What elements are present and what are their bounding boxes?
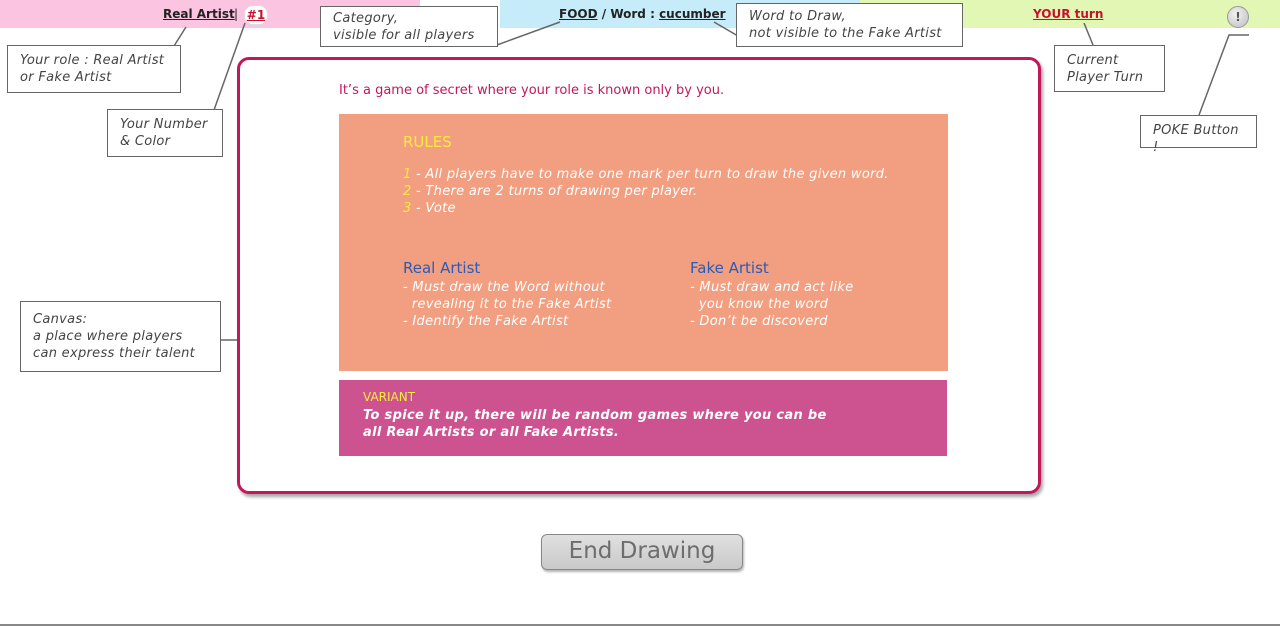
rules-panel — [339, 114, 948, 371]
rule-text: - Vote — [411, 201, 456, 216]
callout-category: Category, visible for all players — [320, 6, 498, 47]
real-artist-description: - Must draw the Word without revealing it to the Fake Artist - Identify the Fake Artist — [403, 280, 612, 329]
variant-panel — [339, 380, 947, 456]
rule-text: - There are 2 turns of drawing per player. — [411, 184, 698, 199]
connector-turn — [1084, 23, 1093, 45]
rule-number: 2 — [403, 184, 412, 199]
variant-text: To spice it up, there will be random games where you can be all Real Artists or all Fake Artists. — [363, 408, 827, 440]
callout-turn: Current Player Turn — [1054, 45, 1165, 92]
poke-button[interactable]: ! — [1227, 6, 1249, 28]
intro-text: It’s a game of secret where your role is known only by you. — [339, 83, 725, 98]
real-artist-title: Real Artist — [403, 259, 481, 277]
connector-poke — [1199, 35, 1249, 115]
callout-canvas: Canvas: a place where players can express their talent — [20, 301, 221, 372]
player-number-badge: #1 — [244, 5, 268, 25]
connector-role — [174, 27, 186, 46]
variant-title: VARIANT — [363, 390, 416, 404]
rule-number: 1 — [403, 167, 412, 182]
callout-number: Your Number & Color — [107, 109, 223, 157]
rule-item — [403, 201, 456, 216]
callout-role: Your role : Real Artist or Fake Artist — [7, 45, 181, 93]
real-artist-section — [403, 259, 611, 330]
role-separator: | — [234, 7, 239, 21]
end-drawing-button[interactable]: End Drawing — [541, 534, 743, 570]
connector-category — [497, 22, 560, 45]
connector-word — [714, 22, 738, 36]
rule-text: - All players have to make one mark per turn to draw the given word. — [411, 167, 889, 182]
player-role: Real Artist — [163, 7, 235, 21]
rule-item — [403, 184, 697, 199]
category-label: FOOD — [559, 7, 598, 21]
fake-artist-description: - Must draw and act like you know the word - Don’t be discoverd — [690, 280, 854, 329]
current-turn-indicator: YOUR turn — [1033, 7, 1104, 21]
rule-number: 3 — [403, 201, 412, 216]
callout-word: Word to Draw, not visible to the Fake Artist — [736, 3, 963, 47]
callout-poke: POKE Button ! — [1140, 115, 1257, 148]
secret-word: cucumber — [659, 7, 726, 21]
rules-title: RULES — [403, 133, 452, 151]
fake-artist-title: Fake Artist — [690, 259, 769, 277]
rule-item — [403, 167, 889, 182]
word-label: Word : — [610, 7, 655, 21]
category-separator: / — [601, 7, 607, 21]
fake-artist-section — [690, 259, 854, 330]
